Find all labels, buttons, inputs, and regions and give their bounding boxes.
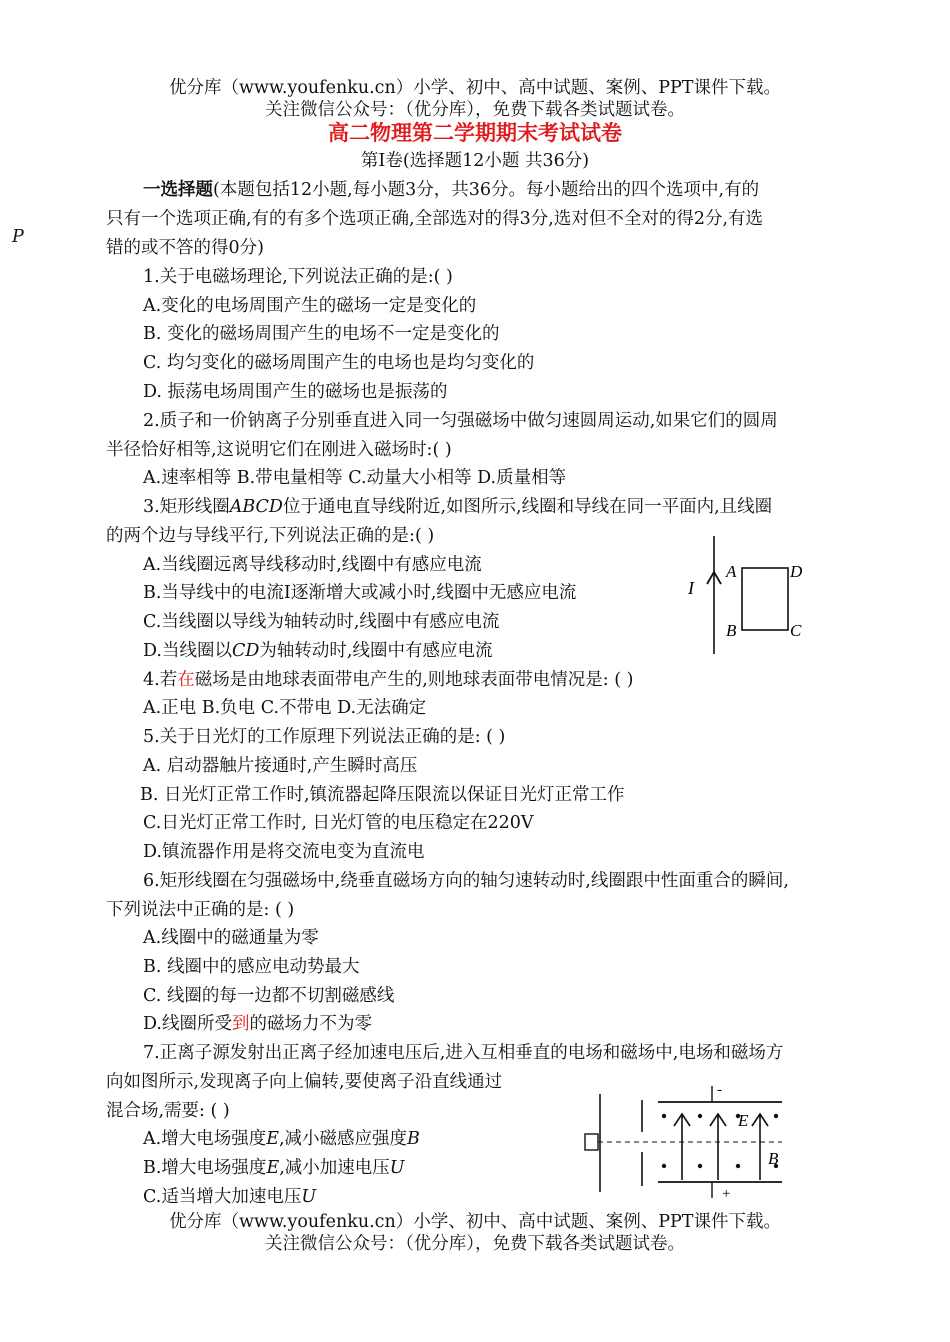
q5-option-b: B. 日光灯正常工作时,镇流器起降压限流以保证日光灯正常工作 bbox=[140, 785, 625, 805]
q3-var-abcd: ABCD bbox=[229, 497, 283, 517]
q2-options: A.速率相等 B.带电量相等 C.动量大小相等 D.质量相等 bbox=[143, 468, 567, 488]
q3-figure-wire-coil bbox=[680, 530, 810, 660]
q3-stem-text-b: 位于通电直导线附近,如图所示,线圈和导线在同一平面内,且线圈 bbox=[282, 497, 773, 517]
q6-d-red: 到 bbox=[231, 1014, 250, 1034]
section-intro-line-3: 错的或不答的得0分) bbox=[106, 238, 264, 258]
rectangular-coil bbox=[742, 568, 788, 630]
q4-stem-red: 在 bbox=[177, 670, 195, 690]
margin-mark: P bbox=[12, 227, 24, 247]
q5-option-c: C.日光灯正常工作时, 日光灯管的电压稳定在220V bbox=[143, 813, 534, 833]
field-line-arrow-icons bbox=[674, 1114, 768, 1180]
footer-line-2: 关注微信公众号：（优分库），免费下载各类试题试卷。 bbox=[265, 1234, 685, 1254]
q3-stem-line-2: 的两个边与导线平行,下列说法正确的是:( ) bbox=[106, 526, 435, 546]
current-label: I bbox=[688, 578, 694, 598]
q4-options: A.正电 B.负电 C.不带电 D.无法确定 bbox=[143, 698, 427, 718]
q7-b-mid: ,减小加速电压 bbox=[279, 1158, 390, 1178]
field-label-e: E bbox=[738, 1111, 749, 1130]
q4-stem-post: 磁场是由地球表面带电产生的,则地球表面带电情况是: ( ) bbox=[194, 670, 634, 690]
coil-label-d: D bbox=[790, 562, 803, 581]
q7-a-var-e: E bbox=[266, 1129, 279, 1149]
q7-a-var-b: B bbox=[407, 1129, 420, 1149]
q3-stem-text-a: 3.矩形线圈 bbox=[143, 497, 230, 517]
q7-option-a bbox=[143, 1127, 420, 1151]
q7-option-c bbox=[143, 1185, 316, 1209]
page-title: 高二物理第二学期期末考试试卷 bbox=[328, 120, 622, 145]
q6-option-d bbox=[143, 1012, 372, 1036]
q6-stem-line-1: 6.矩形线圈在匀强磁场中,绕垂直磁场方向的轴匀速转动时,线圈跟中性面重合的瞬间, bbox=[143, 871, 789, 891]
q6-d-pre: D.线圈所受 bbox=[143, 1014, 232, 1034]
q3-option-b: B.当导线中的电流I逐渐增大或减小时,线圈中无感应电流 bbox=[143, 583, 577, 603]
minus-sign: - bbox=[717, 1082, 722, 1098]
q7-a-mid: ,减小磁感应强度 bbox=[278, 1129, 408, 1149]
coil-label-b: B bbox=[726, 621, 737, 640]
q4-stem bbox=[143, 668, 633, 692]
q6-d-post: 的磁场力不为零 bbox=[249, 1014, 372, 1034]
page-subtitle: 第I卷(选择题12小题 共36分) bbox=[360, 151, 590, 171]
section-intro-text-1: (本题包括12小题,每小题3分，共36分。每小题给出的四个选项中,有的 bbox=[213, 180, 760, 200]
footer-line-1: 优分库（www.youfenku.cn）小学、初中、高中试题、案例、PPT课件下载。 bbox=[169, 1212, 781, 1232]
q3-option-d bbox=[143, 639, 492, 663]
ion-source bbox=[585, 1134, 598, 1150]
field-label-b: B bbox=[768, 1149, 779, 1168]
q7-stem-line-3: 混合场,需要: ( ) bbox=[106, 1101, 230, 1121]
q5-option-a: A. 启动器触片接通时,产生瞬时高压 bbox=[143, 756, 418, 776]
q3-option-a: A.当线圈远离导线移动时,线圈中有感应电流 bbox=[143, 555, 482, 575]
q1-option-b: B. 变化的磁场周围产生的电场不一定是变化的 bbox=[143, 324, 500, 344]
q3-d-text-pre: D.当线圈以 bbox=[143, 641, 232, 661]
section-label: 一选择题 bbox=[143, 180, 213, 200]
q7-figure-crossed-fields bbox=[580, 1080, 790, 1205]
q3-stem-line-1 bbox=[143, 495, 772, 519]
q6-option-a: A.线圈中的磁通量为零 bbox=[143, 928, 319, 948]
q3-var-cd: CD bbox=[231, 641, 260, 661]
q1-option-a: A.变化的电场周围产生的磁场一定是变化的 bbox=[143, 296, 477, 316]
q7-b-var-e: E bbox=[266, 1158, 280, 1178]
coil-label-c: C bbox=[790, 621, 802, 640]
q7-c-var-u: U bbox=[301, 1187, 317, 1207]
q6-stem-line-2: 下列说法中正确的是: ( ) bbox=[106, 900, 295, 920]
q5-option-d: D.镇流器作用是将交流电变为直流电 bbox=[143, 842, 425, 862]
q5-stem: 5.关于日光灯的工作原理下列说法正确的是: ( ) bbox=[143, 727, 506, 747]
q7-c-pre: C.适当增大加速电压 bbox=[143, 1187, 302, 1207]
coil-label-a: A bbox=[726, 562, 737, 581]
q7-stem-line-2: 向如图所示,发现离子向上偏转,要使离子沿直线通过 bbox=[106, 1072, 503, 1092]
q1-option-c: C. 均匀变化的磁场周围产生的电场也是均匀变化的 bbox=[143, 353, 535, 373]
header-line-2: 关注微信公众号：（优分库），免费下载各类试题试卷。 bbox=[265, 100, 685, 120]
q2-stem-line-2: 半径恰好相等,这说明它们在刚进入磁场时:( ) bbox=[106, 440, 452, 460]
plus-sign: + bbox=[722, 1186, 731, 1202]
header-line-1: 优分库（www.youfenku.cn）小学、初中、高中试题、案例、PPT课件下载。 bbox=[169, 78, 781, 98]
section-intro-line-2: 只有一个选项正确,有的有多个选项正确,全部选对的得3分,选对但不全对的得2分,有选 bbox=[106, 209, 764, 229]
q7-stem-line-1: 7.正离子源发射出正离子经加速电压后,进入互相垂直的电场和磁场中,电场和磁场方 bbox=[143, 1043, 784, 1063]
q1-option-d: D. 振荡电场周围产生的磁场也是振荡的 bbox=[143, 382, 448, 402]
section-intro-line-1 bbox=[143, 178, 759, 202]
q7-a-pre: A.增大电场强度 bbox=[143, 1129, 267, 1149]
q6-option-c: C. 线圈的每一边都不切割磁感线 bbox=[143, 986, 395, 1006]
q6-option-b: B. 线圈中的感应电动势最大 bbox=[143, 957, 360, 977]
q2-stem-line-1: 2.质子和一价钠离子分别垂直进入同一匀强磁场中做匀速圆周运动,如果它们的圆周 bbox=[143, 411, 778, 431]
q7-b-var-u: U bbox=[389, 1158, 405, 1178]
q3-option-c: C.当线圈以导线为轴转动时,线圈中有感应电流 bbox=[143, 612, 500, 632]
q7-option-b bbox=[143, 1156, 405, 1180]
q7-b-pre: B.增大电场强度 bbox=[143, 1158, 267, 1178]
q3-d-text-post: 为轴转动时,线圈中有感应电流 bbox=[259, 641, 493, 661]
q1-stem: 1.关于电磁场理论,下列说法正确的是:( ) bbox=[143, 267, 453, 287]
q4-stem-pre: 4.若 bbox=[143, 670, 178, 690]
